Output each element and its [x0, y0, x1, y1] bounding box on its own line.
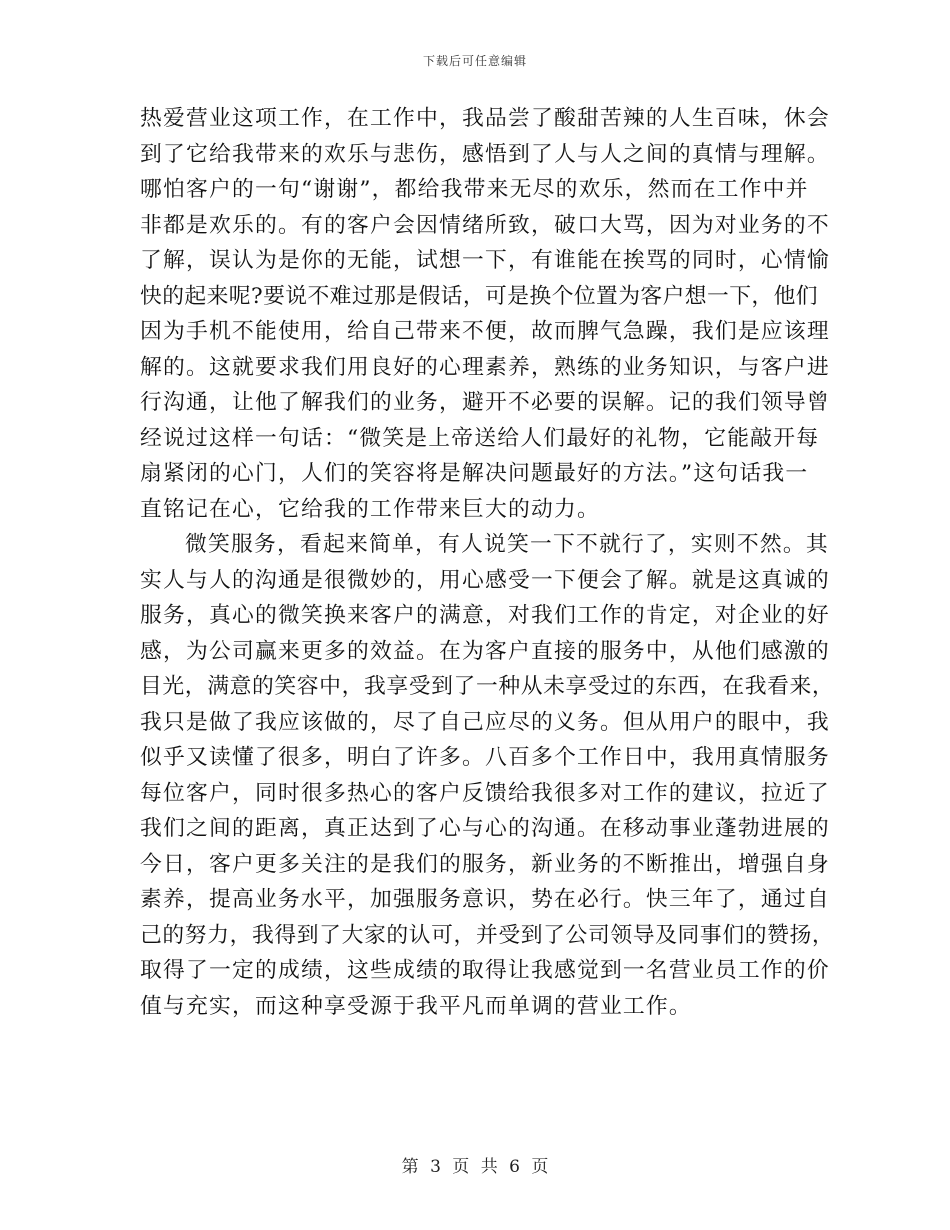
text-line: 似乎又读懂了很多，明白了许多。八百多个工作日中，我用真情服务: [140, 745, 830, 770]
document-body: [140, 101, 835, 1024]
text-line: 因为手机不能使用，给自己带来不便，故而脾气急躁，我们是应该理: [140, 319, 830, 344]
text-line: 服务，真心的微笑换来客户的满意，对我们工作的肯定，对企业的好: [140, 603, 830, 628]
text-line: 微笑服务，看起来简单，有人说笑一下不就行了，实则不然。其: [185, 532, 829, 557]
text-line: 目光，满意的笑容中，我享受到了一种从未享受过的东西，在我看来，: [140, 674, 835, 699]
text-line: 感，为公司赢来更多的效益。在为客户直接的服务中，从他们感激的: [140, 638, 830, 664]
text-line: 我们之间的距离，真正达到了心与心的沟通。在移动事业蓬勃进展的: [140, 816, 830, 841]
text-line: 己的努力，我得到了大家的认可，并受到了公司领导及同事们的赞扬，: [140, 922, 835, 948]
text-line: 解的。这就要求我们用良好的心理素养，熟练的业务知识，与客户进: [140, 354, 830, 380]
text-line: 值与充实，而这种享受源于我平凡而单调的营业工作。: [140, 993, 692, 1019]
text-line: 哪怕客户的一句“谢谢”，都给我带来无尽的欢乐，然而在工作中并: [140, 177, 809, 202]
text-line: 热爱营业这项工作，在工作中，我品尝了酸甜苦辣的人生百味，休会: [140, 106, 830, 131]
text-line: 了解，误认为是你的无能，试想一下，有谁能在挨骂的同时，心情愉: [140, 248, 830, 273]
text-line: 非都是欢乐的。有的客户会因情绪所致，破口大骂，因为对业务的不: [140, 212, 830, 238]
text-line: 到了它给我带来的欢乐与悲伤，感悟到了人与人之间的真情与理解。: [140, 141, 830, 167]
paragraph-2: [140, 527, 835, 1024]
page-number-footer: 第 3 页 共 6 页: [401, 1157, 549, 1177]
text-line: 扇紧闭的心门，人们的笑容将是解决问题最好的方法。”这句话我一: [140, 461, 809, 486]
text-line: 实人与人的沟通是很微妙的，用心感受一下便会了解。就是这真诚的: [140, 567, 830, 593]
text-line: 取得了一定的成绩，这些成绩的取得让我感觉到一名营业员工作的价: [140, 958, 830, 983]
text-line: 直铭记在心，它给我的工作带来巨大的动力。: [140, 496, 600, 522]
text-line: 每位客户，同时很多热心的客户反馈给我很多对工作的建议，拉近了: [140, 780, 830, 806]
text-line: 快的起来呢?要说不难过那是假话，可是换个位置为客户想一下，他们: [140, 283, 818, 309]
text-line: 今日，客户更多关注的是我们的服务，新业务的不断推出，增强自身: [140, 851, 830, 877]
text-line: 我只是做了我应该做的，尽了自己应尽的义务。但从用户的眼中，我: [140, 709, 830, 735]
text-line: 素养，提高业务水平，加强服务意识，势在必行。快三年了，通过自: [140, 887, 830, 912]
paragraph-1: [140, 101, 830, 527]
text-line: 行沟通，让他了解我们的业务，避开不必要的误解。记的我们领导曾: [140, 390, 830, 415]
page-header: 下载后可任意编辑: [422, 54, 527, 68]
text-line: 经说过这样一句话：“微笑是上帝送给人们最好的礼物，它能敲开每: [140, 425, 820, 451]
